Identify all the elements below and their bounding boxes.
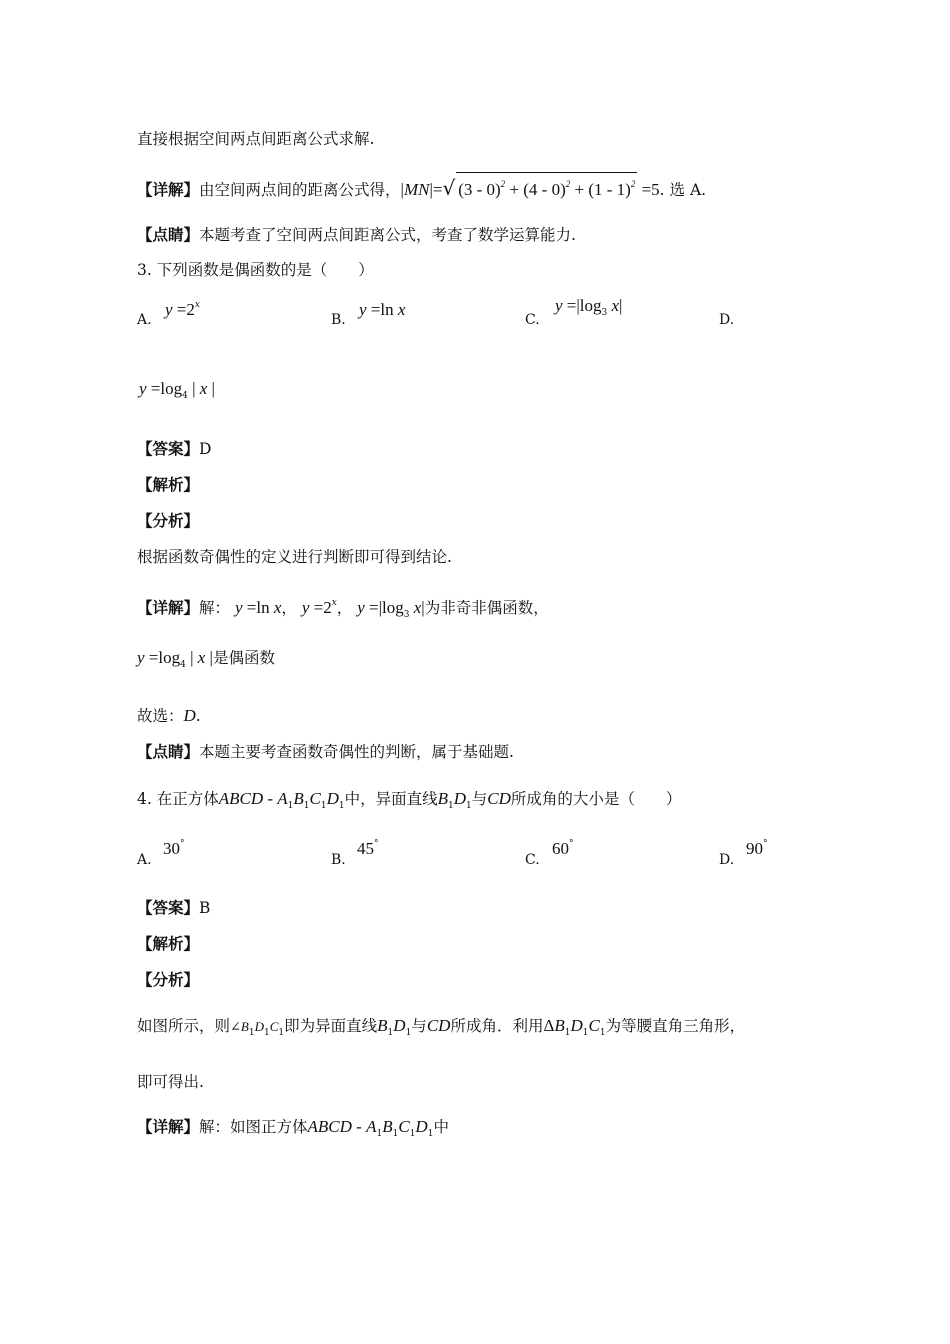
- fenxi-line-q4: [137, 1015, 745, 1044]
- detail-tag: 【详解】: [137, 598, 200, 617]
- answer-value: D: [199, 440, 212, 458]
- answer-line-q3: [137, 438, 211, 460]
- question-3: [137, 259, 374, 281]
- fenxi-heading-q3: [137, 510, 199, 532]
- question-4: [137, 788, 681, 817]
- choice-line-q3: [137, 705, 201, 727]
- detail-end: 中: [433, 1118, 449, 1136]
- fenxi-text-3: 与: [411, 1017, 427, 1035]
- choice-value: D: [183, 706, 196, 725]
- fenxi-text-6: 即可得出.: [137, 1073, 204, 1091]
- analysis-tag: 【解析】: [137, 475, 200, 494]
- q4-option-c-label: C.: [525, 852, 540, 868]
- q4-option-a-value: 30°: [163, 839, 185, 858]
- detail-text-2: 为非奇非偶函数，: [424, 599, 549, 617]
- detail-text: 由空间两点间的距离公式得，: [199, 181, 401, 199]
- detail-line-q4: [137, 1116, 449, 1145]
- option-d-formula: $y =\log_4$ | x |: [139, 379, 215, 401]
- formula-exp: $y =2^x$: [301, 598, 337, 617]
- triangle-b1d1c1: $\Delta B_1D_1C_1$: [543, 1016, 606, 1038]
- fenxi-text-2: 即为异面直线: [284, 1017, 378, 1035]
- analysis-text: 直接根据空间两点间距离公式求解.: [137, 130, 375, 148]
- fenxi-text: 如图所示，则: [137, 1017, 231, 1035]
- comment-tag: 【点睛】: [137, 742, 200, 761]
- answer-line-q4: [137, 897, 210, 919]
- angle-b1d1c1: $\angle B_1D_1C_1$: [230, 1019, 285, 1038]
- formula-abs-log3: $y =|\log_3$ x|: [357, 598, 425, 620]
- fenxi-text: 根据函数奇偶性的定义进行判断即可得到结论.: [137, 548, 452, 566]
- option-c-formula: $y =|\log_3$ x|: [555, 296, 623, 318]
- comma: ，: [281, 599, 297, 617]
- analysis-line: [137, 128, 374, 150]
- q4-option-a-label: A.: [137, 852, 152, 868]
- fenxi-tag: 【分析】: [137, 970, 200, 989]
- fenxi-line-q3: [137, 546, 452, 568]
- question-4-text: 4. 在正方体: [137, 790, 219, 808]
- comment-tag: 【点睛】: [137, 225, 200, 244]
- answer-value: B: [199, 899, 211, 917]
- comma: ，: [336, 599, 353, 617]
- question-4-text-3: 与: [471, 790, 488, 808]
- option-b-label: B.: [331, 312, 346, 328]
- question-4-text-2: 中，异面直线: [344, 790, 438, 808]
- formula-ln: y =ln x: [234, 598, 282, 617]
- distance-formula: |MN|=√ (3 - 0)$^2$ + (4 - 0)$^2$ + (1 - 1)$^2$ =5: [401, 181, 660, 199]
- fenxi-heading-q4: [137, 969, 199, 991]
- option-d-label: D.: [719, 312, 735, 328]
- formula-log4-abs: $y =\log_4$ | x |: [137, 648, 213, 670]
- detail-tag: 【详解】: [137, 180, 200, 199]
- option-b-formula: y =ln x: [359, 300, 406, 319]
- line-b1d1: $B_1D_1$: [377, 1016, 412, 1038]
- fenxi-text-4: 所成角．利用: [450, 1017, 544, 1035]
- comment-text: 本题主要考查函数奇偶性的判断，属于基础题.: [199, 743, 514, 761]
- question-4-text-4: 所成角的大小是（ ）: [510, 790, 682, 808]
- q4-option-d-value: 90°: [746, 839, 768, 858]
- answer-tag: 【答案】: [137, 439, 200, 458]
- q4-option-b-label: B.: [331, 852, 346, 868]
- question-3-text: 3. 下列函数是偶函数的是（ ）: [137, 261, 374, 279]
- cube-name: ABCD - $A_1B_1C_1D_1$: [218, 789, 345, 811]
- detail-line-q3-b: [137, 647, 275, 676]
- q4-option-b-value: 45°: [357, 839, 379, 858]
- analysis-tag: 【解析】: [137, 934, 200, 953]
- comment-line-q3: [137, 741, 514, 763]
- fenxi-tag: 【分析】: [137, 511, 200, 530]
- comment-text: 本题考查了空间两点间距离公式，考查了数学运算能力.: [199, 226, 576, 244]
- option-c-label: C.: [525, 312, 540, 328]
- line-cd: CD: [487, 789, 511, 808]
- option-a-formula: $y =2^x$: [165, 300, 200, 319]
- detail-text: 解：如图正方体: [199, 1118, 308, 1136]
- comment-line-q2: [137, 224, 576, 246]
- detail-text-3: 是偶函数: [212, 649, 275, 667]
- q4-option-d-label: D.: [719, 852, 735, 868]
- analysis-heading-q4: [137, 933, 199, 955]
- detail-end: . 选 A.: [659, 181, 707, 199]
- answer-tag: 【答案】: [137, 898, 200, 917]
- q4-option-c-value: 60°: [552, 839, 574, 858]
- analysis-heading-q3: [137, 474, 199, 496]
- cube-name: ABCD - $A_1B_1C_1D_1$: [307, 1117, 434, 1139]
- detail-text: 解：: [199, 599, 231, 617]
- detail-line-q3: [137, 592, 549, 626]
- option-a-label: A.: [137, 312, 152, 328]
- choice-text: 故选：: [137, 707, 184, 725]
- choice-end: .: [195, 707, 201, 725]
- fenxi-text-5: 为等腰直角三角形，: [605, 1017, 746, 1035]
- line-cd: CD: [426, 1016, 451, 1035]
- fenxi-line-q4-b: [137, 1071, 204, 1093]
- detail-tag: 【详解】: [137, 1117, 200, 1136]
- line-b1d1: $B_1D_1$: [437, 789, 472, 811]
- detail-line-q2: [137, 172, 706, 201]
